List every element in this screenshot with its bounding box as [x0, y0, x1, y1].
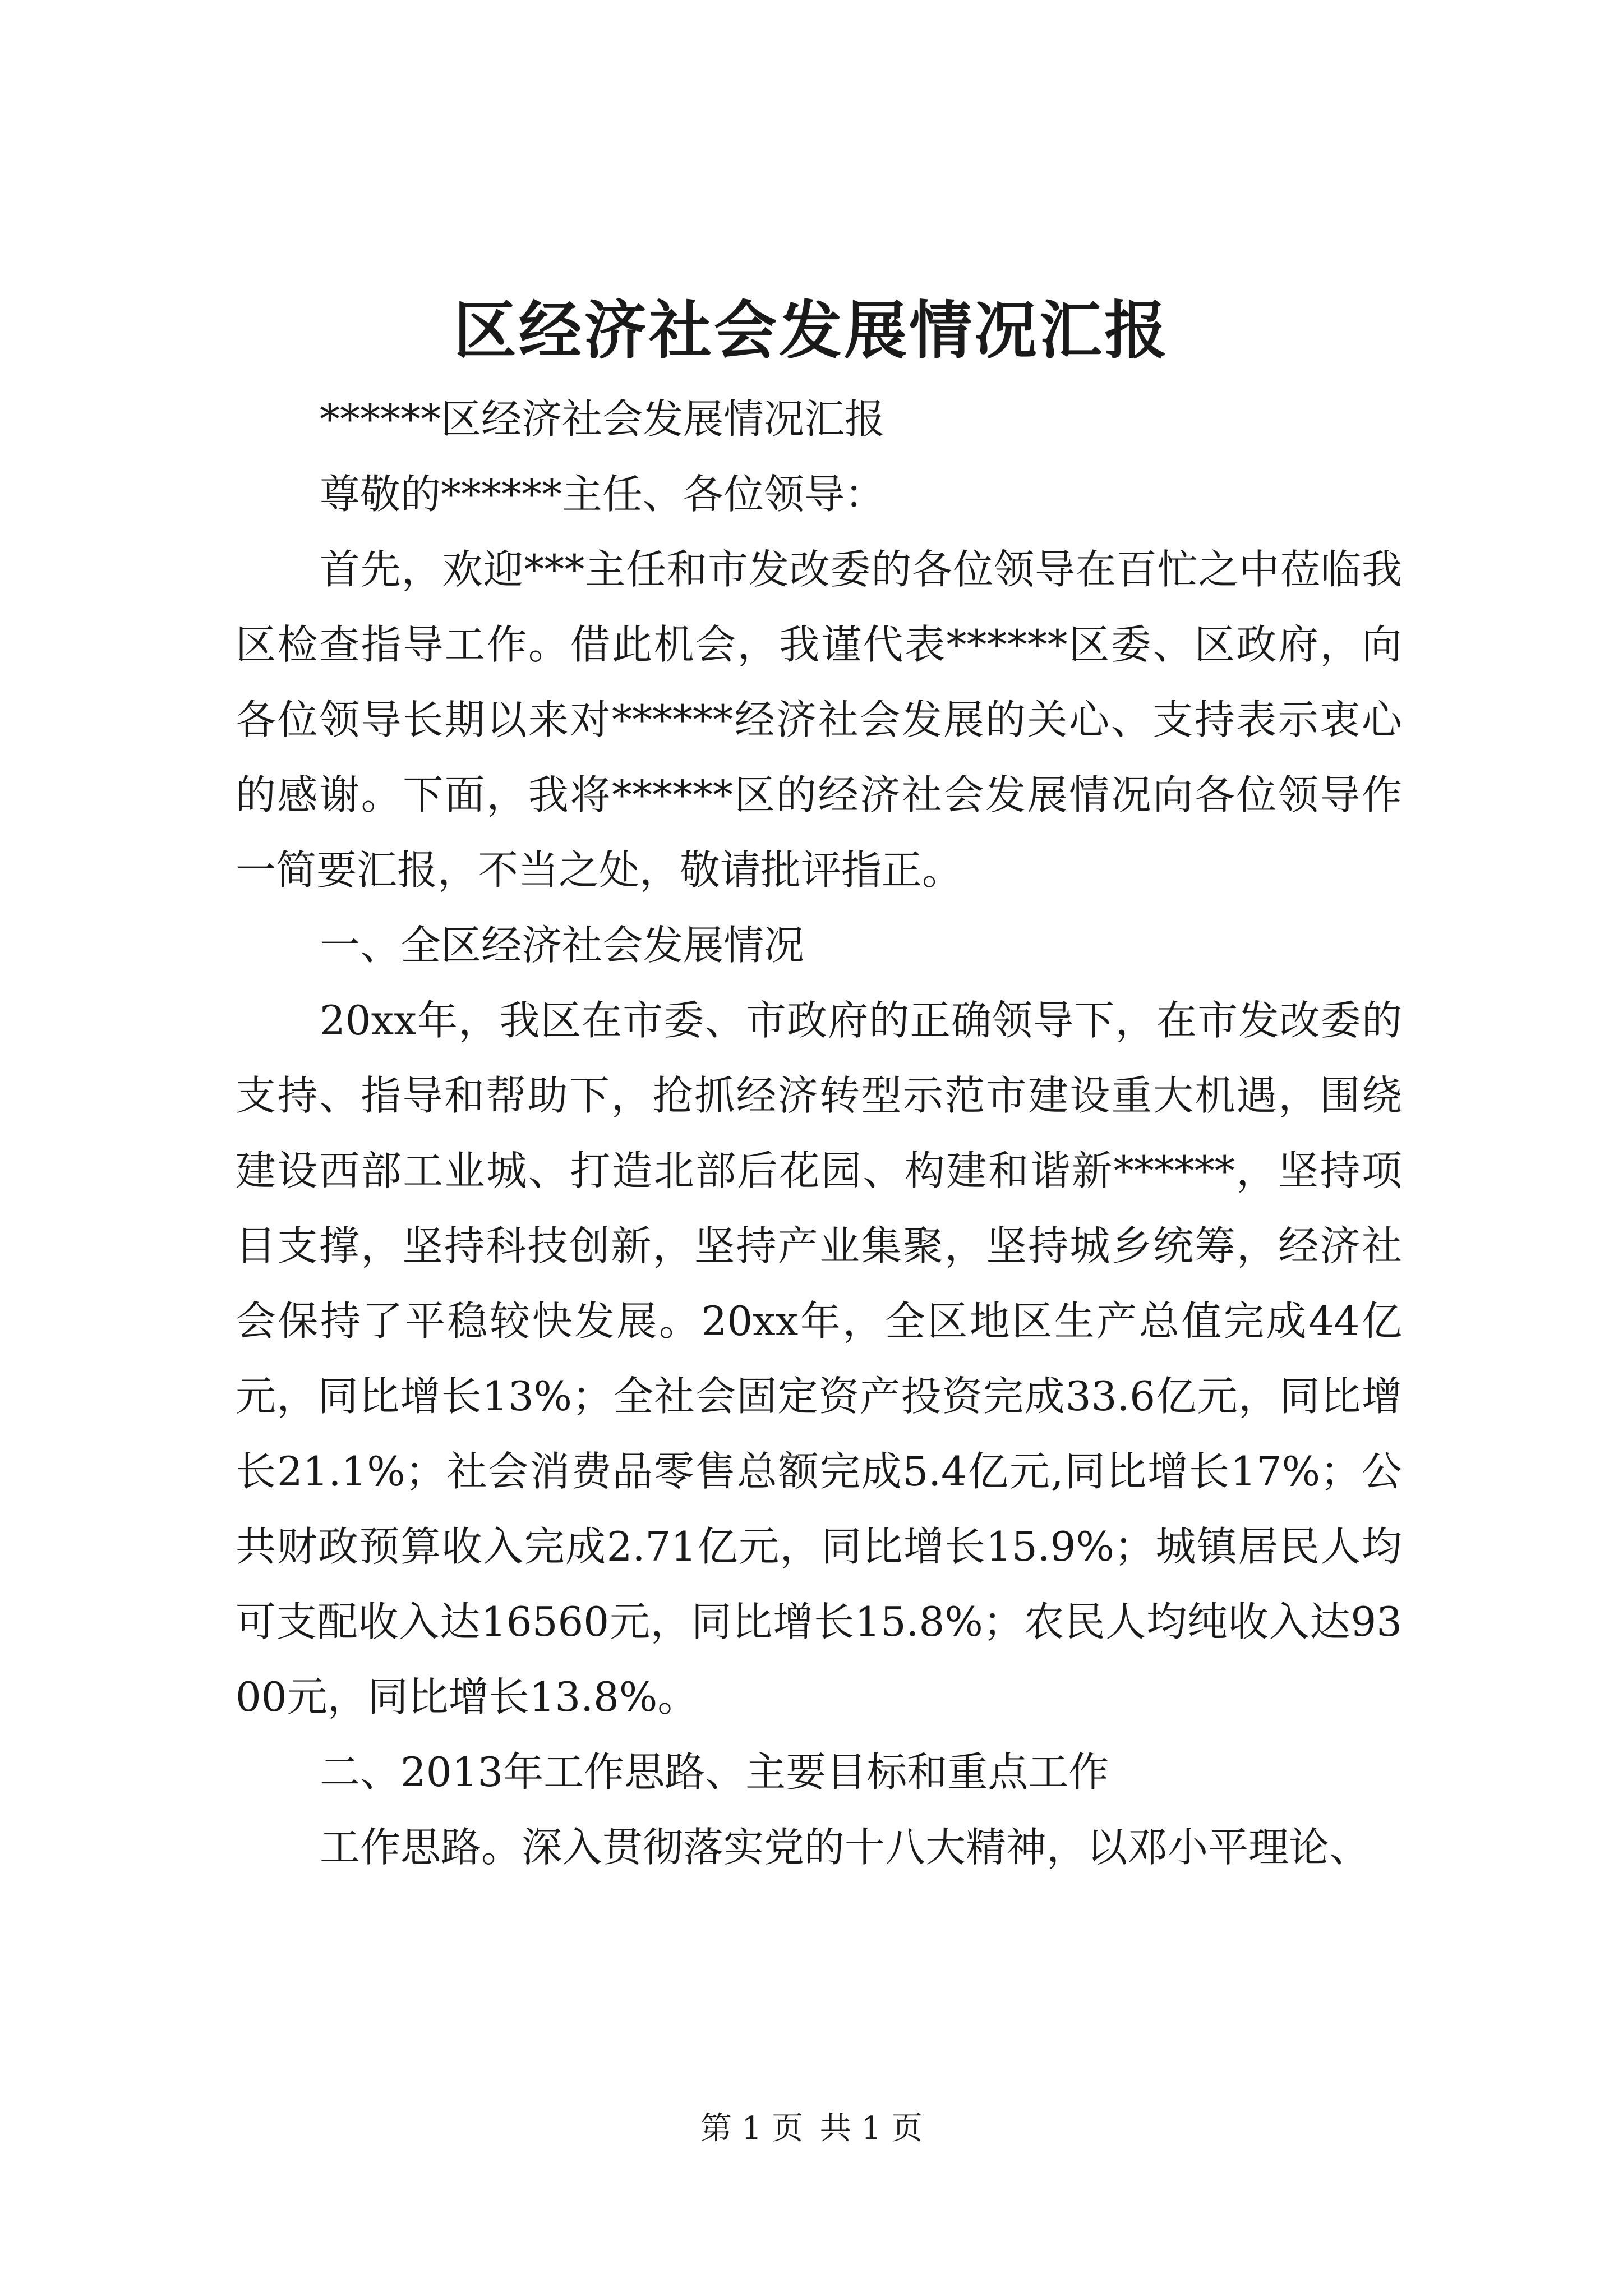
document-title: 区经济社会发展情况汇报: [454, 294, 1169, 367]
page-number: 第 1 页: [700, 2110, 804, 2147]
section-heading-2: 二、2013年工作思路、主要目标和重点工作: [320, 1749, 1109, 1796]
document-body: [236, 381, 1402, 1885]
paragraph-salutation: 尊敬的******主任、各位领导：: [320, 471, 886, 518]
paragraph-work-ideas: 工作思路。深入贯彻落实党的十八大精神，以邓小平理论、: [320, 1824, 1370, 1871]
section-heading-1: 一、全区经济社会发展情况: [320, 922, 805, 969]
page-total: 共 1 页: [819, 2110, 923, 2147]
paragraph-opening: 首先，欢迎***主任和市发改委的各位领导在百忙之中莅临我区检查指导工作。借此机会，我谨代表******区委、区政府，向各位领导长期以来对******经济社会发展的关心、支持表示衷心的感谢。下面，我将******区的经济社会发展情况向各位领导作一简要汇报，不当之处，敬请批评指正。: [236, 546, 1402, 894]
paragraph-economic-summary: 20xx年，我区在市委、市政府的正确领导下，在市发改委的支持、指导和帮助下，抢抓经济转型示范市建设重大机遇，围绕建设西部工业城、打造北部后花园、构建和谐新******，坚持项目支撑，坚持科技创新，坚持产业集聚，坚持城乡统筹，经济社会保持了平稳较快发展。20xx年，全区地区生产总值完成44亿元，同比增长13%；全社会固定资产投资完成33.6亿元，同比增长21.1%；社会消费品零售总额完成5.4亿元,同比增长17%；公共财政预算收入完成2.71亿元，同比增长15.9%；城镇居民人均可支配收入达16560元，同比增长15.8%；农民人均纯收入达9300元，同比增长13.8%。: [236, 997, 1402, 1720]
page-footer: [0, 2109, 1623, 2148]
paragraph-subtitle: ******区经济社会发展情况汇报: [320, 395, 886, 443]
